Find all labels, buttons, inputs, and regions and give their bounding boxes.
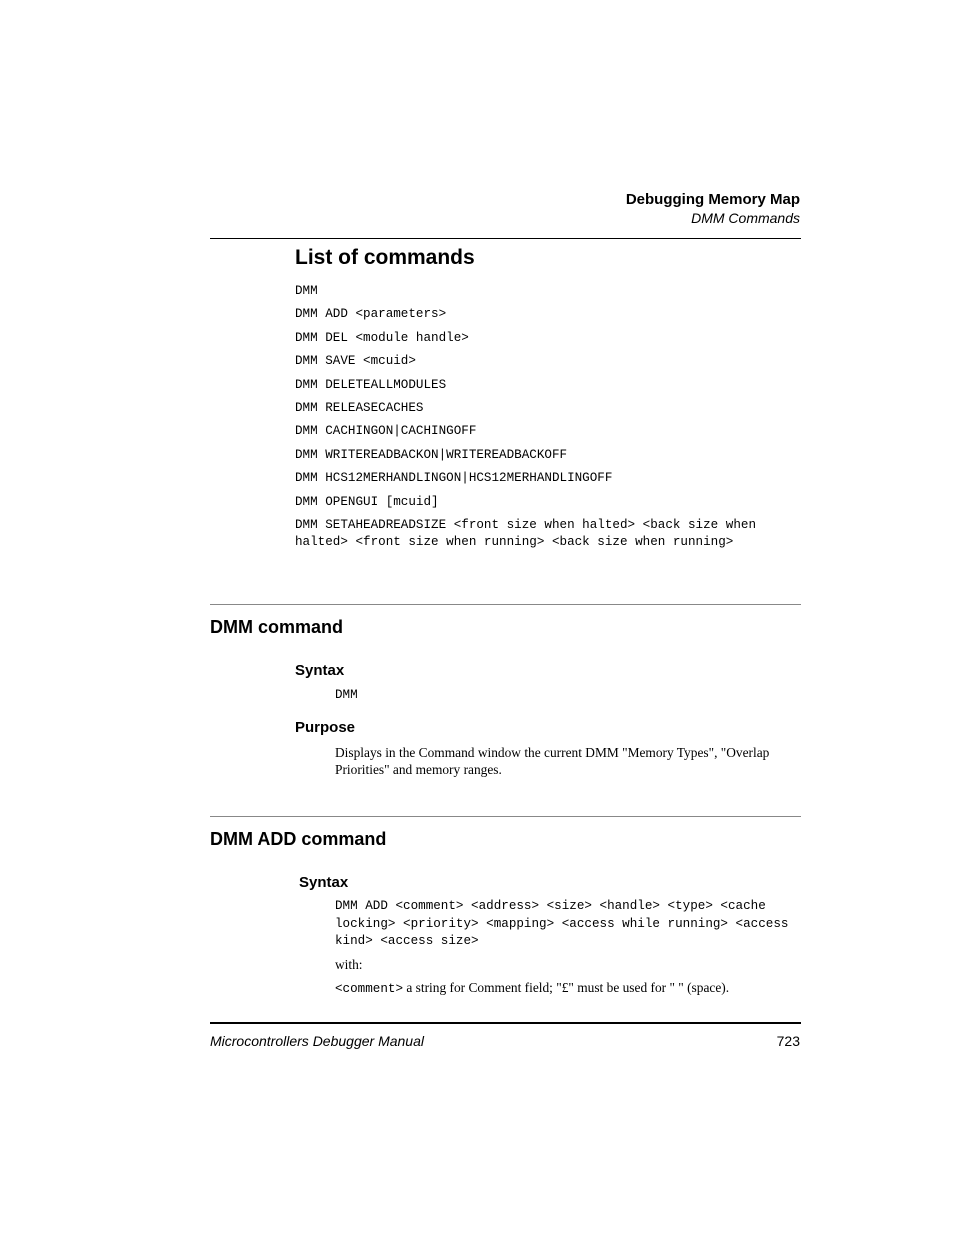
command-list-item: DMM ADD <parameters> [295, 307, 447, 322]
dmm-syntax: DMM [335, 688, 358, 702]
command-list-item: DMM CACHINGON|CACHINGOFF [295, 424, 477, 439]
command-list [295, 283, 795, 557]
command-list-item: DMM DELETEALLMODULES [295, 377, 447, 392]
running-header-section: DMM Commands [691, 210, 800, 226]
command-list-item: DMM RELEASECACHES [295, 400, 424, 415]
command-list-item: DMM [295, 284, 318, 298]
dmm-add-param-comment [335, 979, 799, 998]
param-description: a string for Comment field; "£" must be used for " " (space). [403, 980, 730, 995]
command-list-item: DMM WRITEREADBACKON|WRITEREADBACKOFF [295, 447, 568, 462]
dmm-add-syntax: DMM ADD <comment> <address> <size> <handle> <type> <cache locking> <priority> <mapping> <access while running> <access kind> <access size> [335, 899, 797, 948]
command-list-item: DMM HCS12MERHANDLINGON|HCS12MERHANDLINGOFF [295, 471, 613, 486]
section-divider [210, 604, 801, 605]
command-list-item: DMM SAVE <mcuid> [295, 354, 416, 369]
param-name: <comment> [335, 982, 404, 996]
command-list-item: DMM OPENGUI [mcuid] [295, 494, 439, 509]
dmm-add-command-title: DMM ADD command [210, 829, 387, 849]
command-list-item: DMM DEL <module handle> [295, 330, 469, 345]
footer-rule [210, 1022, 801, 1024]
section-divider [210, 816, 801, 817]
header-rule [210, 238, 801, 239]
dmm-purpose-text: Displays in the Command window the current DMM "Memory Types", "Overlap Priorities" and memory ranges. [335, 745, 770, 777]
list-of-commands-title: List of commands [295, 246, 475, 269]
dmm-purpose-heading: Purpose [295, 719, 356, 736]
running-header-chapter: Debugging Memory Map [625, 191, 800, 208]
command-list-item: DMM SETAHEADREADSIZE <front size when halted> <back size when halted> <front size when running> <back size when running> [295, 517, 764, 549]
page-number: 723 [776, 1033, 800, 1049]
dmm-add-with-label: with: [335, 957, 363, 972]
footer-manual-title: Microcontrollers Debugger Manual [210, 1033, 424, 1049]
dmm-syntax-heading: Syntax [295, 662, 345, 679]
dmm-command-title: DMM command [210, 617, 344, 637]
dmm-add-syntax-heading: Syntax [299, 874, 349, 891]
